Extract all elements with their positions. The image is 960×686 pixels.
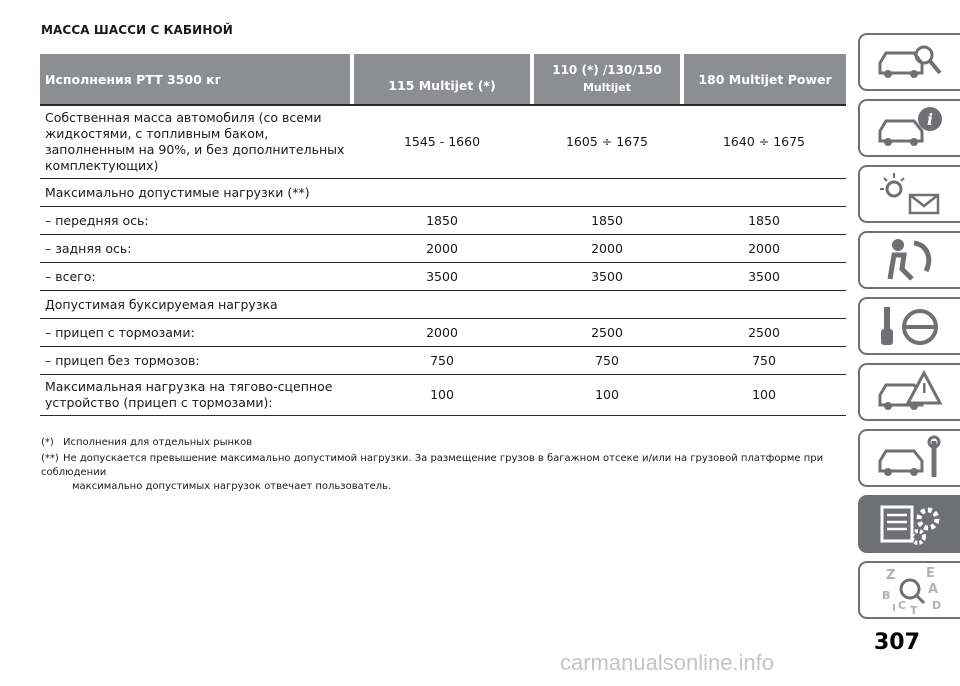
table-row <box>40 375 846 416</box>
row-label: Максимальная нагрузка на тягово-сцепное устройство (прицеп с тормозами): <box>40 375 352 416</box>
row-value <box>682 179 846 207</box>
tab-car-info[interactable] <box>858 99 960 157</box>
row-label: Допустимая буксируемая нагрузка <box>40 291 352 319</box>
key-steering-wheel-icon <box>872 301 948 351</box>
tab-warning-lights[interactable] <box>858 165 960 223</box>
row-value: 100 <box>682 375 846 416</box>
row-value: 3500 <box>532 263 682 291</box>
row-value: 1545 - 1660 <box>352 105 532 179</box>
row-value: 1850 <box>532 207 682 235</box>
header-110-130-150-multijet: 110 (*) /130/150 Multijet <box>532 54 682 104</box>
row-value: 100 <box>532 375 682 416</box>
watermark: carmanualsonline.info <box>560 650 775 675</box>
footnote-2: (**) Не допускается превышение максимально допустимой нагрузки. За размещение грузов в багажном отсеке и/или на грузовой платформе при соблюдении максимально допустимых нагрузок отвечает пользователь. <box>41 453 824 492</box>
table-row <box>40 179 846 207</box>
table-row <box>40 105 846 179</box>
row-label: – прицеп с тормозами: <box>40 319 352 347</box>
svg-text:i: i <box>927 110 934 129</box>
row-value: 100 <box>352 375 532 416</box>
row-value <box>352 179 532 207</box>
row-label: – передняя ось: <box>40 207 352 235</box>
row-value: 2000 <box>352 235 532 263</box>
row-label: – задняя ось: <box>40 235 352 263</box>
row-value <box>352 291 532 319</box>
svg-text:Z: Z <box>886 568 896 583</box>
header-180-multijet-power: 180 Multijet Power <box>682 54 846 104</box>
footnote-1: (*) Исполнения для отдельных рынков <box>41 437 253 448</box>
section-title: МАССА ШАССИ С КАБИНОЙ <box>41 23 233 37</box>
tab-emergency[interactable] <box>858 363 960 421</box>
car-search-icon <box>872 37 948 87</box>
row-label: Собственная масса автомобиля (со всеми жидкостями, с топливным баком, заполненным на 90%, и без дополнительных комплектующих) <box>40 105 352 179</box>
row-value: 2500 <box>682 319 846 347</box>
car-breakdown-icon <box>872 367 948 417</box>
row-label: – всего: <box>40 263 352 291</box>
table-row <box>40 207 846 235</box>
row-value: 2500 <box>532 319 682 347</box>
svg-text:D: D <box>932 599 942 612</box>
row-value <box>682 291 846 319</box>
row-value: 1850 <box>352 207 532 235</box>
tab-alphabetical-index[interactable] <box>858 561 960 619</box>
specifications-gear-icon <box>872 499 948 549</box>
row-value: 750 <box>352 347 532 375</box>
svg-text:B: B <box>882 589 891 602</box>
table-row <box>40 235 846 263</box>
car-info-icon <box>872 103 948 153</box>
row-value: 3500 <box>682 263 846 291</box>
table-header-row <box>40 54 846 104</box>
row-value: 1850 <box>682 207 846 235</box>
tab-car-search[interactable] <box>858 33 960 91</box>
row-value: 750 <box>532 347 682 375</box>
alphabetical-index-icon <box>872 565 948 615</box>
row-label: Максимально допустимые нагрузки (**) <box>40 179 352 207</box>
svg-text:I: I <box>892 603 896 614</box>
table-row <box>40 291 846 319</box>
specs-table <box>40 54 846 416</box>
svg-text:T: T <box>910 604 918 615</box>
car-wrench-icon <box>872 433 948 483</box>
tab-maintenance[interactable] <box>858 429 960 487</box>
row-label: – прицеп без тормозов: <box>40 347 352 375</box>
table-row <box>40 319 846 347</box>
svg-text:A: A <box>928 582 939 597</box>
tab-safety[interactable] <box>858 231 960 289</box>
warning-light-message-icon <box>872 169 948 219</box>
row-value: 3500 <box>352 263 532 291</box>
svg-text:E: E <box>926 566 935 581</box>
header-version: Исполнения PTT 3500 кг <box>40 54 352 104</box>
table-row <box>40 347 846 375</box>
svg-text:C: C <box>898 599 907 612</box>
row-value: 750 <box>682 347 846 375</box>
row-value: 2000 <box>532 235 682 263</box>
page-number: 307 <box>874 630 920 655</box>
row-value: 1640 ÷ 1675 <box>682 105 846 179</box>
row-value: 2000 <box>682 235 846 263</box>
tab-technical-specifications[interactable] <box>858 495 960 553</box>
row-value: 2000 <box>352 319 532 347</box>
airbag-safety-icon <box>872 235 948 285</box>
row-value <box>532 179 682 207</box>
header-115-multijet: 115 Multijet (*) <box>352 54 532 104</box>
table-row <box>40 263 846 291</box>
row-value: 1605 ÷ 1675 <box>532 105 682 179</box>
row-value <box>532 291 682 319</box>
tab-starting-driving[interactable] <box>858 297 960 355</box>
